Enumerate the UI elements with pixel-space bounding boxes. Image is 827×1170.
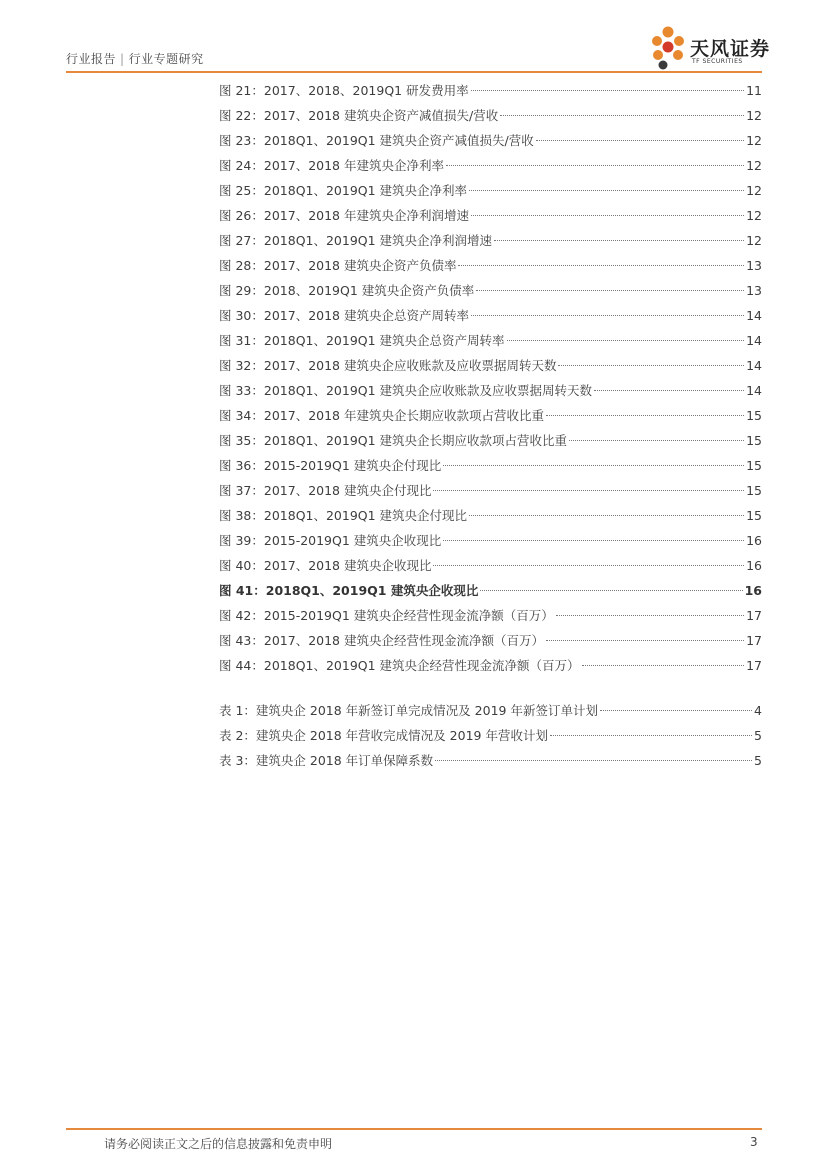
toc-entry[interactable]: [219, 128, 762, 153]
toc-entry-label: 图 22：2017、2018 建筑央企资产减值损失/营收: [219, 108, 499, 123]
toc-entry[interactable]: [219, 203, 762, 228]
toc-entry[interactable]: [219, 303, 762, 328]
toc-entry[interactable]: [219, 328, 762, 353]
footer-disclaimer: 请务必阅读正文之后的信息披露和免责申明: [104, 1137, 333, 1151]
toc-entry-label: 图 35：2018Q1、2019Q1 建筑央企长期应收款项占营收比重: [219, 433, 568, 448]
toc-entry[interactable]: [219, 553, 762, 578]
toc-entry-label: 图 33：2018Q1、2019Q1 建筑央企应收账款及应收票据周转天数: [219, 383, 593, 398]
toc-entry-label: 图 21：2017、2018、2019Q1 研发费用率: [219, 83, 469, 98]
toc-entry[interactable]: [219, 278, 762, 303]
toc-entry[interactable]: [219, 748, 762, 773]
toc-dot-leader: [536, 140, 744, 141]
toc-entry[interactable]: [219, 603, 762, 628]
toc-entry[interactable]: [219, 228, 762, 253]
toc-dot-leader: [556, 615, 744, 616]
toc-dot-leader: [546, 415, 744, 416]
toc-dot-leader: [435, 760, 752, 761]
toc-entry-page: 14: [746, 358, 762, 373]
toc-dot-leader: [443, 465, 744, 466]
toc-entry-label: 表 3：建筑央企 2018 年订单保障系数: [219, 753, 434, 768]
toc-dot-leader: [446, 165, 744, 166]
toc-entry-page: 17: [746, 633, 762, 648]
table-list: [219, 698, 762, 773]
toc-entry-page: 11: [746, 83, 762, 98]
footer-page-number: 3: [750, 1135, 758, 1149]
toc-dot-leader: [500, 115, 744, 116]
toc-entry-label: 图 43：2017、2018 建筑央企经营性现金流净额（百万）: [219, 633, 544, 648]
toc-entry[interactable]: [219, 453, 762, 478]
toc-entry[interactable]: [219, 503, 762, 528]
list-gap: [219, 678, 762, 698]
toc-entry-label: 图 28：2017、2018 建筑央企资产负债率: [219, 258, 457, 273]
toc-entry-page: 12: [746, 233, 762, 248]
toc-dot-leader: [546, 640, 744, 641]
toc-entry[interactable]: [219, 178, 762, 203]
toc-entry-label: 图 24：2017、2018 年建筑央企净利率: [219, 158, 444, 173]
toc-entry[interactable]: [219, 153, 762, 178]
toc-dot-leader: [569, 440, 744, 441]
table-of-contents: [219, 78, 762, 773]
logo-subtitle: TF SECURITIES: [692, 58, 743, 65]
toc-entry-page: 12: [746, 108, 762, 123]
toc-dot-leader: [476, 290, 744, 291]
toc-dot-leader: [458, 265, 744, 266]
toc-dot-leader: [471, 315, 744, 316]
toc-dot-leader: [558, 365, 744, 366]
toc-dot-leader: [494, 240, 744, 241]
toc-entry[interactable]: [219, 403, 762, 428]
toc-entry-page: 15: [746, 458, 762, 473]
footer-divider: [66, 1128, 762, 1130]
report-category: [66, 50, 204, 67]
subcategory-label: 行业专题研究: [128, 52, 204, 66]
toc-entry-page: 13: [746, 283, 762, 298]
toc-entry-page: 14: [746, 308, 762, 323]
toc-entry-label: 图 32：2017、2018 建筑央企应收账款及应收票据周转天数: [219, 358, 557, 373]
toc-entry-page: 14: [746, 333, 762, 348]
toc-entry-label: 图 30：2017、2018 建筑央企总资产周转率: [219, 308, 469, 323]
toc-entry-label: 图 25：2018Q1、2019Q1 建筑央企净利率: [219, 183, 468, 198]
figure-list: [219, 78, 762, 678]
toc-entry-label: 图 36：2015-2019Q1 建筑央企付现比: [219, 458, 442, 473]
toc-entry-page: 5: [754, 728, 762, 743]
toc-dot-leader: [469, 515, 744, 516]
header-divider: [66, 71, 762, 73]
toc-entry-label: 图 37：2017、2018 建筑央企付现比: [219, 483, 432, 498]
toc-dot-leader: [507, 340, 745, 341]
toc-dot-leader: [600, 710, 752, 711]
toc-entry[interactable]: [219, 578, 762, 603]
toc-entry-label: 图 41：2018Q1、2019Q1 建筑央企收现比: [219, 583, 479, 598]
toc-entry-page: 12: [746, 158, 762, 173]
toc-entry-page: 15: [746, 483, 762, 498]
toc-entry-label: 图 23：2018Q1、2019Q1 建筑央企资产减值损失/营收: [219, 133, 534, 148]
toc-entry-label: 图 38：2018Q1、2019Q1 建筑央企付现比: [219, 508, 468, 523]
toc-entry[interactable]: [219, 653, 762, 678]
toc-entry-label: 图 27：2018Q1、2019Q1 建筑央企净利润增速: [219, 233, 493, 248]
toc-entry-page: 12: [746, 133, 762, 148]
tf-flower-icon: [646, 24, 692, 72]
toc-entry-page: 4: [754, 703, 762, 718]
toc-entry-label: 图 42：2015-2019Q1 建筑央企经营性现金流净额（百万）: [219, 608, 554, 623]
toc-entry[interactable]: [219, 253, 762, 278]
toc-entry-page: 15: [746, 408, 762, 423]
toc-entry-page: 14: [746, 383, 762, 398]
toc-dot-leader: [471, 215, 744, 216]
category-label: 行业报告: [66, 52, 117, 66]
toc-dot-leader: [550, 735, 752, 736]
toc-entry-page: 12: [746, 208, 762, 223]
toc-entry-page: 16: [744, 583, 762, 598]
toc-entry[interactable]: [219, 78, 762, 103]
toc-dot-leader: [443, 540, 744, 541]
toc-dot-leader: [433, 490, 744, 491]
toc-entry[interactable]: [219, 103, 762, 128]
toc-dot-leader: [480, 590, 742, 591]
toc-entry[interactable]: [219, 353, 762, 378]
toc-entry-page: 16: [746, 558, 762, 573]
toc-entry[interactable]: [219, 428, 762, 453]
toc-entry-page: 17: [746, 608, 762, 623]
toc-entry[interactable]: [219, 723, 762, 748]
header-separator: |: [120, 52, 125, 66]
toc-entry-label: 图 26：2017、2018 年建筑央企净利润增速: [219, 208, 469, 223]
toc-entry[interactable]: [219, 378, 762, 403]
toc-entry-label: 图 39：2015-2019Q1 建筑央企收现比: [219, 533, 442, 548]
logo-name: 天风证券: [690, 38, 771, 60]
toc-dot-leader: [433, 565, 744, 566]
toc-entry-label: 图 29：2018、2019Q1 建筑央企资产负债率: [219, 283, 475, 298]
toc-entry-label: 图 44：2018Q1、2019Q1 建筑央企经营性现金流净额（百万）: [219, 658, 580, 673]
toc-entry-page: 13: [746, 258, 762, 273]
toc-entry-label: 表 1：建筑央企 2018 年新签订单完成情况及 2019 年新签订单计划: [219, 703, 598, 718]
toc-entry-page: 5: [754, 753, 762, 768]
toc-entry[interactable]: [219, 478, 762, 503]
toc-entry-page: 16: [746, 533, 762, 548]
toc-dot-leader: [469, 190, 744, 191]
toc-entry-page: 15: [746, 433, 762, 448]
toc-entry-label: 图 34：2017、2018 年建筑央企长期应收款项占营收比重: [219, 408, 544, 423]
toc-entry[interactable]: [219, 528, 762, 553]
toc-dot-leader: [582, 665, 745, 666]
toc-dot-leader: [594, 390, 744, 391]
toc-dot-leader: [471, 90, 745, 91]
company-logo: [646, 24, 771, 72]
toc-entry-page: 17: [746, 658, 762, 673]
toc-entry[interactable]: [219, 698, 762, 723]
toc-entry-label: 表 2：建筑央企 2018 年营收完成情况及 2019 年营收计划: [219, 728, 548, 743]
toc-entry-label: 图 31：2018Q1、2019Q1 建筑央企总资产周转率: [219, 333, 505, 348]
toc-entry[interactable]: [219, 628, 762, 653]
toc-entry-label: 图 40：2017、2018 建筑央企收现比: [219, 558, 432, 573]
toc-entry-page: 12: [746, 183, 762, 198]
toc-entry-page: 15: [746, 508, 762, 523]
